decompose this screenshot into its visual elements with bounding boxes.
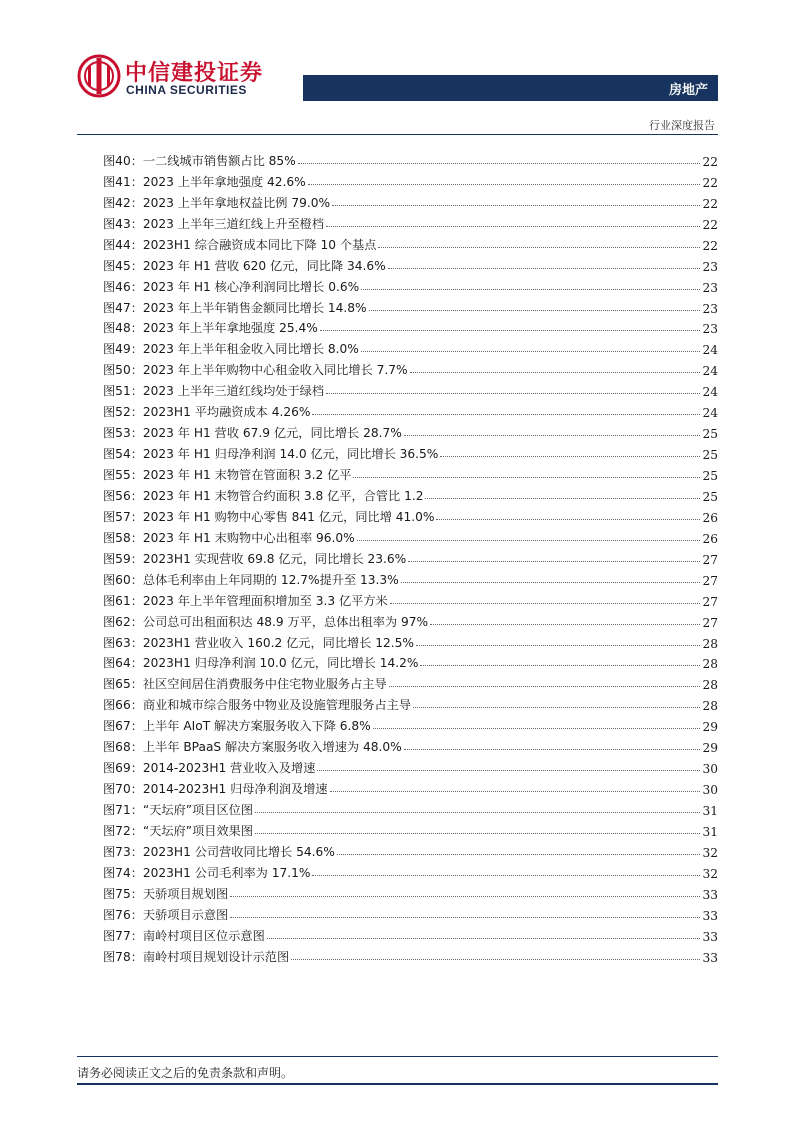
toc-page-number: 27 [702,552,718,567]
toc-entry[interactable] [103,148,718,169]
toc-entry-title: 图72：“天坛府”项目效果图 [103,823,254,838]
toc-dot-leader [230,917,700,918]
toc-entry[interactable] [103,169,718,190]
toc-entry[interactable] [103,336,718,357]
toc-entry-title: 图63：2023H1 营业收入 160.2 亿元，同比增长 12.5% [103,635,414,650]
toc-page-number: 31 [702,804,718,818]
toc-dot-leader [413,707,700,708]
toc-entry-title: 图59：2023H1 实现营收 69.8 亿元，同比增长 23.6% [103,551,407,566]
toc-page-number: 24 [702,406,718,421]
toc-entry[interactable] [103,316,718,337]
toc-page-number: 27 [702,594,718,609]
toc-entry-title: 图57：2023 年 H1 购物中心零售 841 亿元，同比增 41.0% [103,509,435,524]
toc-entry[interactable] [103,504,718,525]
toc-dot-leader [255,833,700,834]
toc-entry-title: 图76：天骄项目示意图 [103,907,229,922]
toc-page-number: 24 [702,364,718,379]
toc-page-number: 23 [702,301,718,316]
toc-dot-leader [357,540,701,541]
toc-entry[interactable] [103,860,718,881]
toc-entry-title: 图71：“天坛府”项目区位图 [103,803,254,817]
toc-entry[interactable] [103,441,718,462]
toc-entry-title: 图75：天骄项目规划图 [103,886,229,901]
toc-entry-title: 图68：上半年 BPaaS 解决方案服务收入增速为 48.0% [103,740,402,755]
toc-entry[interactable] [103,190,718,211]
toc-entry[interactable] [103,525,718,546]
toc-page-number: 32 [702,866,718,881]
toc-entry[interactable] [103,776,718,797]
toc-entry[interactable] [103,357,718,378]
logo [77,54,277,102]
toc-dot-leader [330,791,701,792]
toc-entry[interactable] [103,651,718,672]
toc-dot-leader [326,226,700,227]
toc-dot-leader [317,770,700,771]
toc-entry[interactable] [103,567,718,588]
toc-page-number: 23 [702,259,718,274]
toc-entry-title: 图62：公司总可出租面积达 48.9 万平，总体出租率为 97% [103,614,429,629]
toc-dot-leader [388,268,701,269]
toc-page-number: 26 [702,510,718,525]
toc-dot-leader [369,310,701,311]
toc-entry-title: 图61：2023 年上半年管理面积增加至 3.3 亿平方米 [103,593,388,608]
toc-dot-leader [230,896,700,897]
toc-entry[interactable] [103,211,718,232]
toc-entry[interactable] [103,483,718,504]
toc-page-number: 26 [702,531,718,546]
toc-entry-title: 图77：南岭村项目区位示意图 [103,928,265,943]
toc-entry-title: 图41：2023 上半年拿地强度 42.6% [103,174,306,189]
toc-page-number: 25 [702,448,718,463]
toc-dot-leader [420,665,700,666]
toc-entry-title: 图58：2023 年 H1 末购物中心出租率 96.0% [103,530,355,545]
toc-entry-title: 图44：2023H1 综合融资成本同比下降 10 个基点 [103,237,377,252]
toc-dot-leader [378,247,700,248]
toc-dot-leader [401,582,701,583]
toc-page-number: 28 [702,657,718,672]
toc-entry[interactable] [103,232,718,253]
toc-entry[interactable] [103,609,718,630]
toc-entry-title: 图70：2014-2023H1 归母净利润及增速 [103,782,328,797]
toc-page-number: 22 [702,217,718,232]
toc-page-number: 25 [702,427,718,442]
toc-dot-leader [361,289,700,290]
toc-entry-title: 图49：2023 年上半年租金收入同比增长 8.0% [103,342,359,357]
header-divider [77,134,718,135]
toc-dot-leader [390,603,701,604]
toc-page-number: 22 [702,154,718,169]
toc-entry-title: 图55：2023 年 H1 末物管在管面积 3.2 亿平 [103,468,352,482]
report-type: 行业深度报告 [649,119,715,132]
toc-entry[interactable] [103,671,718,692]
toc-dot-leader [404,435,701,436]
toc-page-number: 22 [702,196,718,211]
toc-page-number: 23 [702,322,718,337]
toc-entry[interactable] [103,253,718,274]
toc-entry-title: 图73：2023H1 公司营收同比增长 54.6% [103,844,335,859]
toc-dot-leader [353,477,700,478]
toc-entry-title: 图69：2014-2023H1 营业收入及增速 [103,761,316,776]
toc-dot-leader [410,372,701,373]
footer-divider [77,1056,718,1057]
toc-entry-title: 图40：一二线城市销售额占比 85% [103,153,296,168]
toc-entry[interactable] [103,923,718,944]
toc-entry-title: 图51：2023 上半年三道红线均处于绿档 [103,384,325,399]
toc-entry-title: 图45：2023 年 H1 营收 620 亿元，同比降 34.6% [103,258,386,273]
toc-page-number: 33 [702,908,718,923]
china-securities-logo-icon [77,54,121,98]
toc-entry[interactable] [103,734,718,755]
toc-page-number: 30 [702,762,718,777]
toc-dot-leader [255,812,700,813]
toc-page-number: 24 [702,385,718,400]
toc-entry-title: 图60：总体毛利率由上年同期的 12.7%提升至 13.3% [103,572,399,587]
toc-page-number: 24 [702,343,718,358]
toc-dot-leader [298,163,701,164]
toc-dot-leader [416,645,701,646]
toc-entry-title: 图56：2023 年 H1 末物管合约面积 3.8 亿平，合管比 1.2 [103,488,424,503]
toc-entry[interactable] [103,630,718,651]
toc-entry-title: 图67：上半年 AIoT 解决方案服务收入下降 6.8% [103,719,371,734]
figure-list [103,148,718,965]
toc-dot-leader [337,854,701,855]
toc-dot-leader [361,351,701,352]
toc-entry[interactable] [103,818,718,839]
toc-dot-leader [291,959,700,960]
toc-page-number: 32 [702,845,718,860]
toc-entry[interactable] [103,462,718,483]
toc-entry[interactable] [103,755,718,776]
toc-entry[interactable] [103,902,718,923]
toc-entry[interactable] [103,692,718,713]
toc-entry[interactable] [103,274,718,295]
toc-page-number: 33 [702,950,718,965]
toc-page-number: 25 [702,489,718,504]
toc-entry-title: 图47：2023 年上半年销售金额同比增长 14.8% [103,300,367,315]
toc-entry[interactable] [103,881,718,902]
toc-entry[interactable] [103,588,718,609]
toc-dot-leader [326,393,700,394]
toc-dot-leader [389,686,701,687]
toc-page-number: 23 [702,280,718,295]
toc-entry-title: 图74：2023H1 公司毛利率为 17.1% [103,865,311,880]
toc-dot-leader [408,561,700,562]
toc-entry-title: 图50：2023 年上半年购物中心租金收入同比增长 7.7% [103,363,408,378]
brand-name-en: CHINA SECURITIES [126,83,247,97]
toc-entry[interactable] [103,420,718,441]
toc-entry-title: 图46：2023 年 H1 核心净利润同比增长 0.6% [103,279,360,294]
toc-dot-leader [312,414,700,415]
toc-dot-leader [308,184,701,185]
toc-entry[interactable] [103,295,718,316]
toc-entry-title: 图66：商业和城市综合服务中物业及设施管理服务占主导 [103,698,412,713]
brand-name-cn: 中信建投证券 [125,61,264,86]
toc-entry-title: 图53：2023 年 H1 营收 67.9 亿元，同比增长 28.7% [103,426,402,441]
sector-label: 房地产 [668,83,708,98]
toc-page-number: 29 [702,720,718,735]
disclaimer-text: 请务必阅读正文之后的免责条款和声明。 [77,1066,294,1080]
toc-page-number: 33 [702,929,718,944]
toc-entry-title: 图52：2023H1 平均融资成本 4.26% [103,405,311,420]
toc-page-number: 28 [702,699,718,714]
toc-entry[interactable] [103,839,718,860]
toc-entry-title: 图48：2023 年上半年拿地强度 25.4% [103,321,318,336]
footer-divider-bottom [77,1083,718,1085]
toc-page-number: 28 [702,636,718,651]
toc-entry[interactable] [103,546,718,567]
toc-entry[interactable] [103,378,718,399]
toc-entry-title: 图42：2023 上半年拿地权益比例 79.0% [103,195,331,210]
toc-entry[interactable] [103,399,718,420]
toc-entry[interactable] [103,944,718,965]
toc-page-number: 28 [702,678,718,693]
sector-banner [303,75,718,101]
toc-page-number: 27 [702,573,718,588]
toc-dot-leader [440,456,700,457]
toc-dot-leader [373,728,701,729]
toc-page-number: 30 [702,783,718,798]
toc-entry[interactable] [103,713,718,734]
toc-dot-leader [320,330,701,331]
toc-entry-title: 图65：社区空间居住消费服务中住宅物业服务占主导 [103,677,387,692]
toc-page-number: 31 [702,824,718,839]
toc-dot-leader [436,519,700,520]
toc-entry-title: 图64：2023H1 归母净利润 10.0 亿元，同比增长 14.2% [103,656,419,671]
toc-dot-leader [332,205,700,206]
toc-page-number: 25 [702,469,718,483]
toc-page-number: 33 [702,887,718,902]
toc-entry-title: 图78：南岭村项目规划设计示范图 [103,949,290,964]
toc-page-number: 29 [702,741,718,756]
toc-dot-leader [312,875,700,876]
toc-entry-title: 图43：2023 上半年三道红线上升至橙档 [103,216,325,231]
toc-entry[interactable] [103,797,718,818]
toc-dot-leader [430,624,700,625]
toc-dot-leader [267,938,701,939]
toc-page-number: 27 [702,615,718,630]
toc-dot-leader [404,749,701,750]
toc-entry-title: 图54：2023 年 H1 归母净利润 14.0 亿元，同比增长 36.5% [103,447,439,462]
toc-dot-leader [425,498,700,499]
toc-page-number: 22 [702,175,718,190]
toc-page-number: 22 [702,238,718,253]
